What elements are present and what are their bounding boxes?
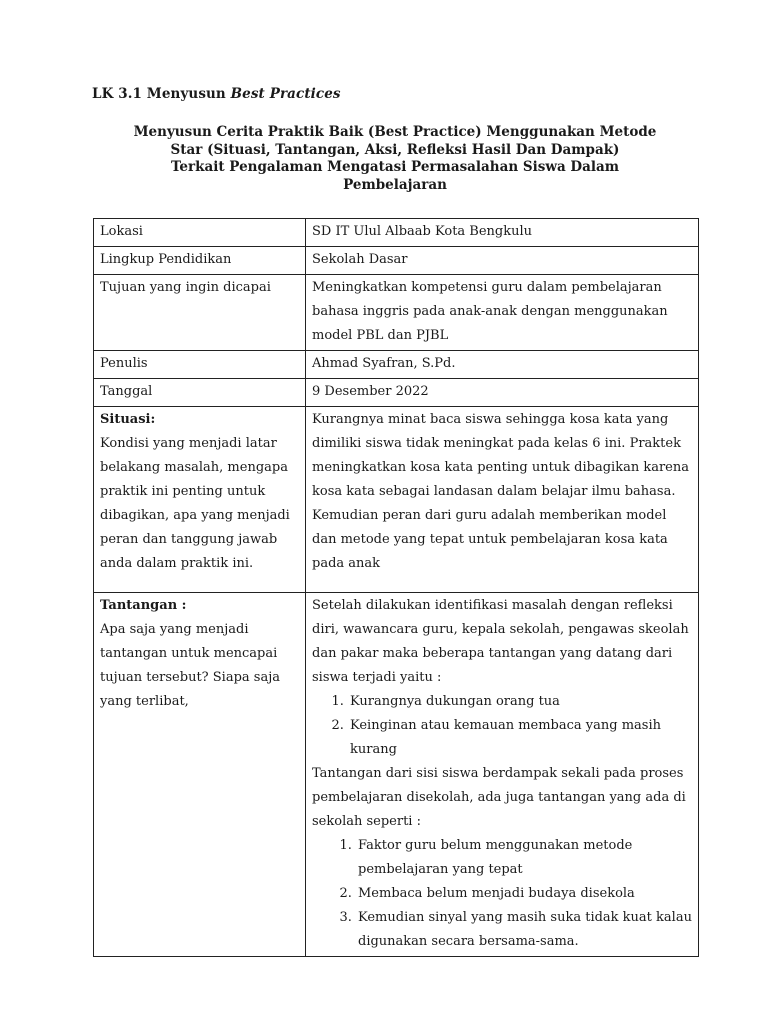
list-item: 3. Kemudian sinyal yang masih suka tidak kuat kalau digunakan secara bersama-sama. (356, 906, 692, 954)
tantangan-value-cell (306, 593, 699, 957)
document-title (92, 124, 698, 194)
lingkup-value: Sekolah Dasar (306, 247, 699, 275)
tantangan-middle: Tantangan dari sisi siswa berdampak sekali pada proses pembelajaran disekolah, ada juga tantangan yang ada di sekolah seperti : (312, 766, 686, 829)
row-lokasi (94, 219, 699, 247)
list-item: 1. Faktor guru belum menggunakan metode pembelajaran yang tepat (356, 834, 692, 882)
tantangan-prompt: Apa saja yang menjadi tantangan untuk mencapai tujuan tersebut? Siapa saja yang terlibat, (100, 622, 280, 709)
list-item: 1. Kurangnya dukungan orang tua (348, 690, 692, 714)
tantangan-label: Tantangan : (100, 598, 187, 613)
penulis-label: Penulis (94, 351, 306, 379)
title-line: Terkait Pengalaman Mengatasi Permasalahan Siswa Dalam (170, 159, 620, 175)
row-situasi (94, 407, 699, 593)
student-challenges-list (312, 690, 692, 762)
row-lingkup (94, 247, 699, 275)
lokasi-label: Lokasi (94, 219, 306, 247)
row-tujuan (94, 275, 699, 351)
heading-italic: Best Practices (230, 86, 341, 102)
tantangan-intro: Setelah dilakukan identifikasi masalah dengan refleksi diri, wawancara guru, kepala sekolah, pengawas skeolah dan pakar maka beberapa tantangan yang datang dari siswa terjadi yaitu : (312, 598, 689, 685)
situasi-cell (94, 407, 306, 593)
tanggal-value: 9 Desember 2022 (306, 379, 699, 407)
title-line: Pembelajaran (343, 176, 447, 193)
list-item: 2. Membaca belum menjadi budaya disekola (356, 882, 692, 906)
title-line: Star (Situasi, Tantangan, Aksi, Refleksi Hasil Dan Dampak) (170, 141, 620, 158)
tantangan-cell (94, 593, 306, 957)
situasi-prompt: Kondisi yang menjadi latar belakang masalah, mengapa praktik ini penting untuk dibagikan, apa yang menjadi peran dan tanggung jawab anda dalam praktik ini. (100, 436, 290, 571)
school-challenges-list (312, 834, 692, 954)
tujuan-label: Tujuan yang ingin dicapai (94, 275, 306, 351)
best-practice-table (93, 218, 699, 957)
lingkup-label: Lingkup Pendidikan (94, 247, 306, 275)
penulis-value: Ahmad Syafran, S.Pd. (306, 351, 699, 379)
worksheet-heading (92, 86, 341, 102)
title-line: Menyusun Cerita Praktik Baik (Best Practice) Menggunakan Metode (133, 124, 657, 140)
row-tantangan (94, 593, 699, 957)
row-penulis (94, 351, 699, 379)
lokasi-value: SD IT Ulul Albaab Kota Bengkulu (306, 219, 699, 247)
tujuan-value: Meningkatkan kompetensi guru dalam pembelajaran bahasa inggris pada anak-anak dengan menggunakan model PBL dan PJBL (306, 275, 699, 351)
heading-prefix: LK 3.1 Menyusun (92, 86, 231, 102)
tanggal-label: Tanggal (94, 379, 306, 407)
row-tanggal (94, 379, 699, 407)
list-item: 2. Keinginan atau kemauan membaca yang masih kurang (348, 714, 692, 762)
situasi-value: Kurangnya minat baca siswa sehingga kosa kata yang dimiliki siswa tidak meningkat pada kelas 6 ini. Praktek meningkatkan kosa kata penting untuk dibagikan karena kosa kata sebagai landasan dalam belajar ilmu bahasa. Kemudian peran dari guru adalah memberikan model dan metode yang tepat untuk pembelajaran kosa kata pada anak (306, 407, 699, 593)
situasi-label: Situasi: (100, 412, 156, 427)
